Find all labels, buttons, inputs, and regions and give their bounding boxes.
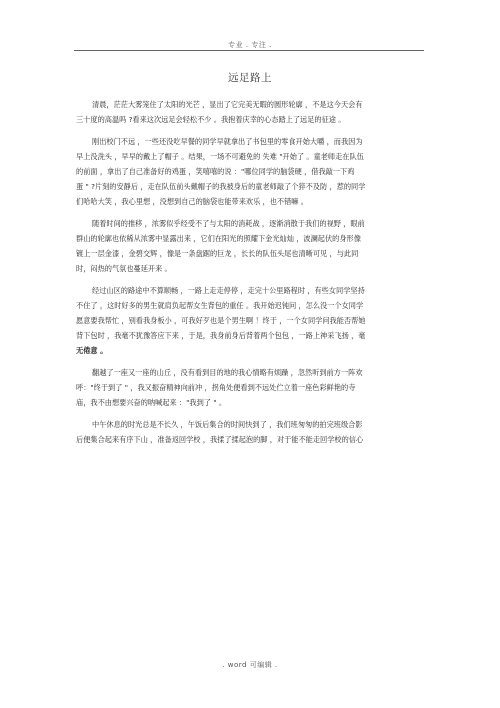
paragraph-1 bbox=[76, 97, 428, 127]
text-line: 无倦意 。 bbox=[76, 346, 108, 355]
text-line: 随着时间的推移 ，浓雾似乎经受不了与太阳的消耗战 ，逐渐消散于我们的视野 ，眼前 bbox=[92, 219, 365, 228]
text-line: 早上没洗头 ，早早的戴上了帽子 。结果，一场不可避免的 失难 "开始了 。童老师走在队伍 bbox=[76, 152, 364, 161]
text-line: 后便集合起来有序下山 ，准备返回学校 ，我揉了揉起泡的脚 ，对于能不能走回学校的信心 bbox=[76, 435, 364, 444]
text-line: 蛋 " ?片刻的安静后 ，走在队伍前头戴帽子的我被身后的童老师敲了个猝不及防 ，惹的同学 bbox=[76, 182, 366, 191]
text-line: 呼："终于到了 " ，我又振奋精神向前冲 ，拐角处便看到不远处伫立着一座色彩鲜艳的寺 bbox=[76, 383, 356, 392]
text-line: 群山的轮廓也依稀从浓雾中显露出来 ，它们在阳光的照耀下金光灿灿 ，波澜起伏的身形像 bbox=[76, 234, 361, 243]
text-line: 刚出校门不远 ，一些还没吃早餐的同学早就拿出了书包里的零食开始大嚼 ，而我因为 bbox=[92, 137, 363, 146]
document-title: 远足路上 bbox=[228, 72, 272, 84]
text-line: 们哈哈大笑 ，我心里想 ，没想到自己的脑袋也能带来欢乐 ，也不错嘛 。 bbox=[76, 197, 308, 206]
text-line: 庙，我不由想要兴奋的呐喊起来 ："我到了 " 。 bbox=[76, 398, 227, 407]
text-line: 愿意要我帮忙 ，别看我身板小 ，可我好歹也是个男生啊 ！终于 ，一个女同学问我能否帮她 bbox=[76, 316, 366, 325]
page-header: 专业 . 专注 . bbox=[228, 41, 272, 49]
text-line: 清晨，茫茫大雾笼住了太阳的光芒 ，显出了它完美无暇的圆形轮廓 ，不是这今天会有 bbox=[92, 100, 363, 109]
text-line: 镀上一层金漆 ，金碧交辉 ，像是一条盘踞的巨龙 ，长长的队伍头尾也清晰可见 ，与此同 bbox=[76, 249, 359, 258]
page-footer: . word 可编辑 . bbox=[222, 661, 278, 669]
paragraph-2 bbox=[76, 134, 428, 209]
paragraph-6 bbox=[76, 417, 428, 447]
document-body bbox=[76, 97, 428, 454]
text-line: 的前面 ，拿出了自己准备好的鸡蛋 ，笑嘻嘻的说 ："哪位同学的脑袋硬 ，借我敲一下鸡 bbox=[76, 167, 355, 176]
paragraph-3 bbox=[76, 216, 428, 276]
text-line: 经过山区的路途中不算顺畅 ，一路上走走停停 ，走完十公里路程时 ，有些女同学坚持 bbox=[92, 286, 365, 295]
text-line: 中午休息的时光总是不长久 ，午饭后集合的时间快到了 ，我们班匆匆的拍完班级合影 bbox=[92, 420, 363, 429]
text-line: 翻越了一座又一座的山丘 ，没有看到目的地的我心情略有烦躁 ，忽然听到前方一阵欢 bbox=[92, 368, 363, 377]
text-line: 不住了 ，这时好多的男生就肩负起帮女生背包的重任 。我开始迟钝问 ，怎么没一个女同学 bbox=[76, 301, 364, 310]
text-line: 背下包时 ，我毫不犹豫答应下来 ，于是，我身前身后背着两个包包 ，一路上神采飞扬 ，毫 bbox=[76, 331, 366, 340]
paragraph-5 bbox=[76, 365, 428, 410]
text-line: 时，闷热的气氛也蔓延开来 。 bbox=[76, 264, 172, 273]
text-line: 三十度的高温吗 ?看来这次远足会轻松不少 。我抱着庆幸的心态踏上了远足的征途 。 bbox=[76, 115, 346, 124]
header-divider bbox=[74, 50, 424, 51]
paragraph-4 bbox=[76, 283, 428, 358]
